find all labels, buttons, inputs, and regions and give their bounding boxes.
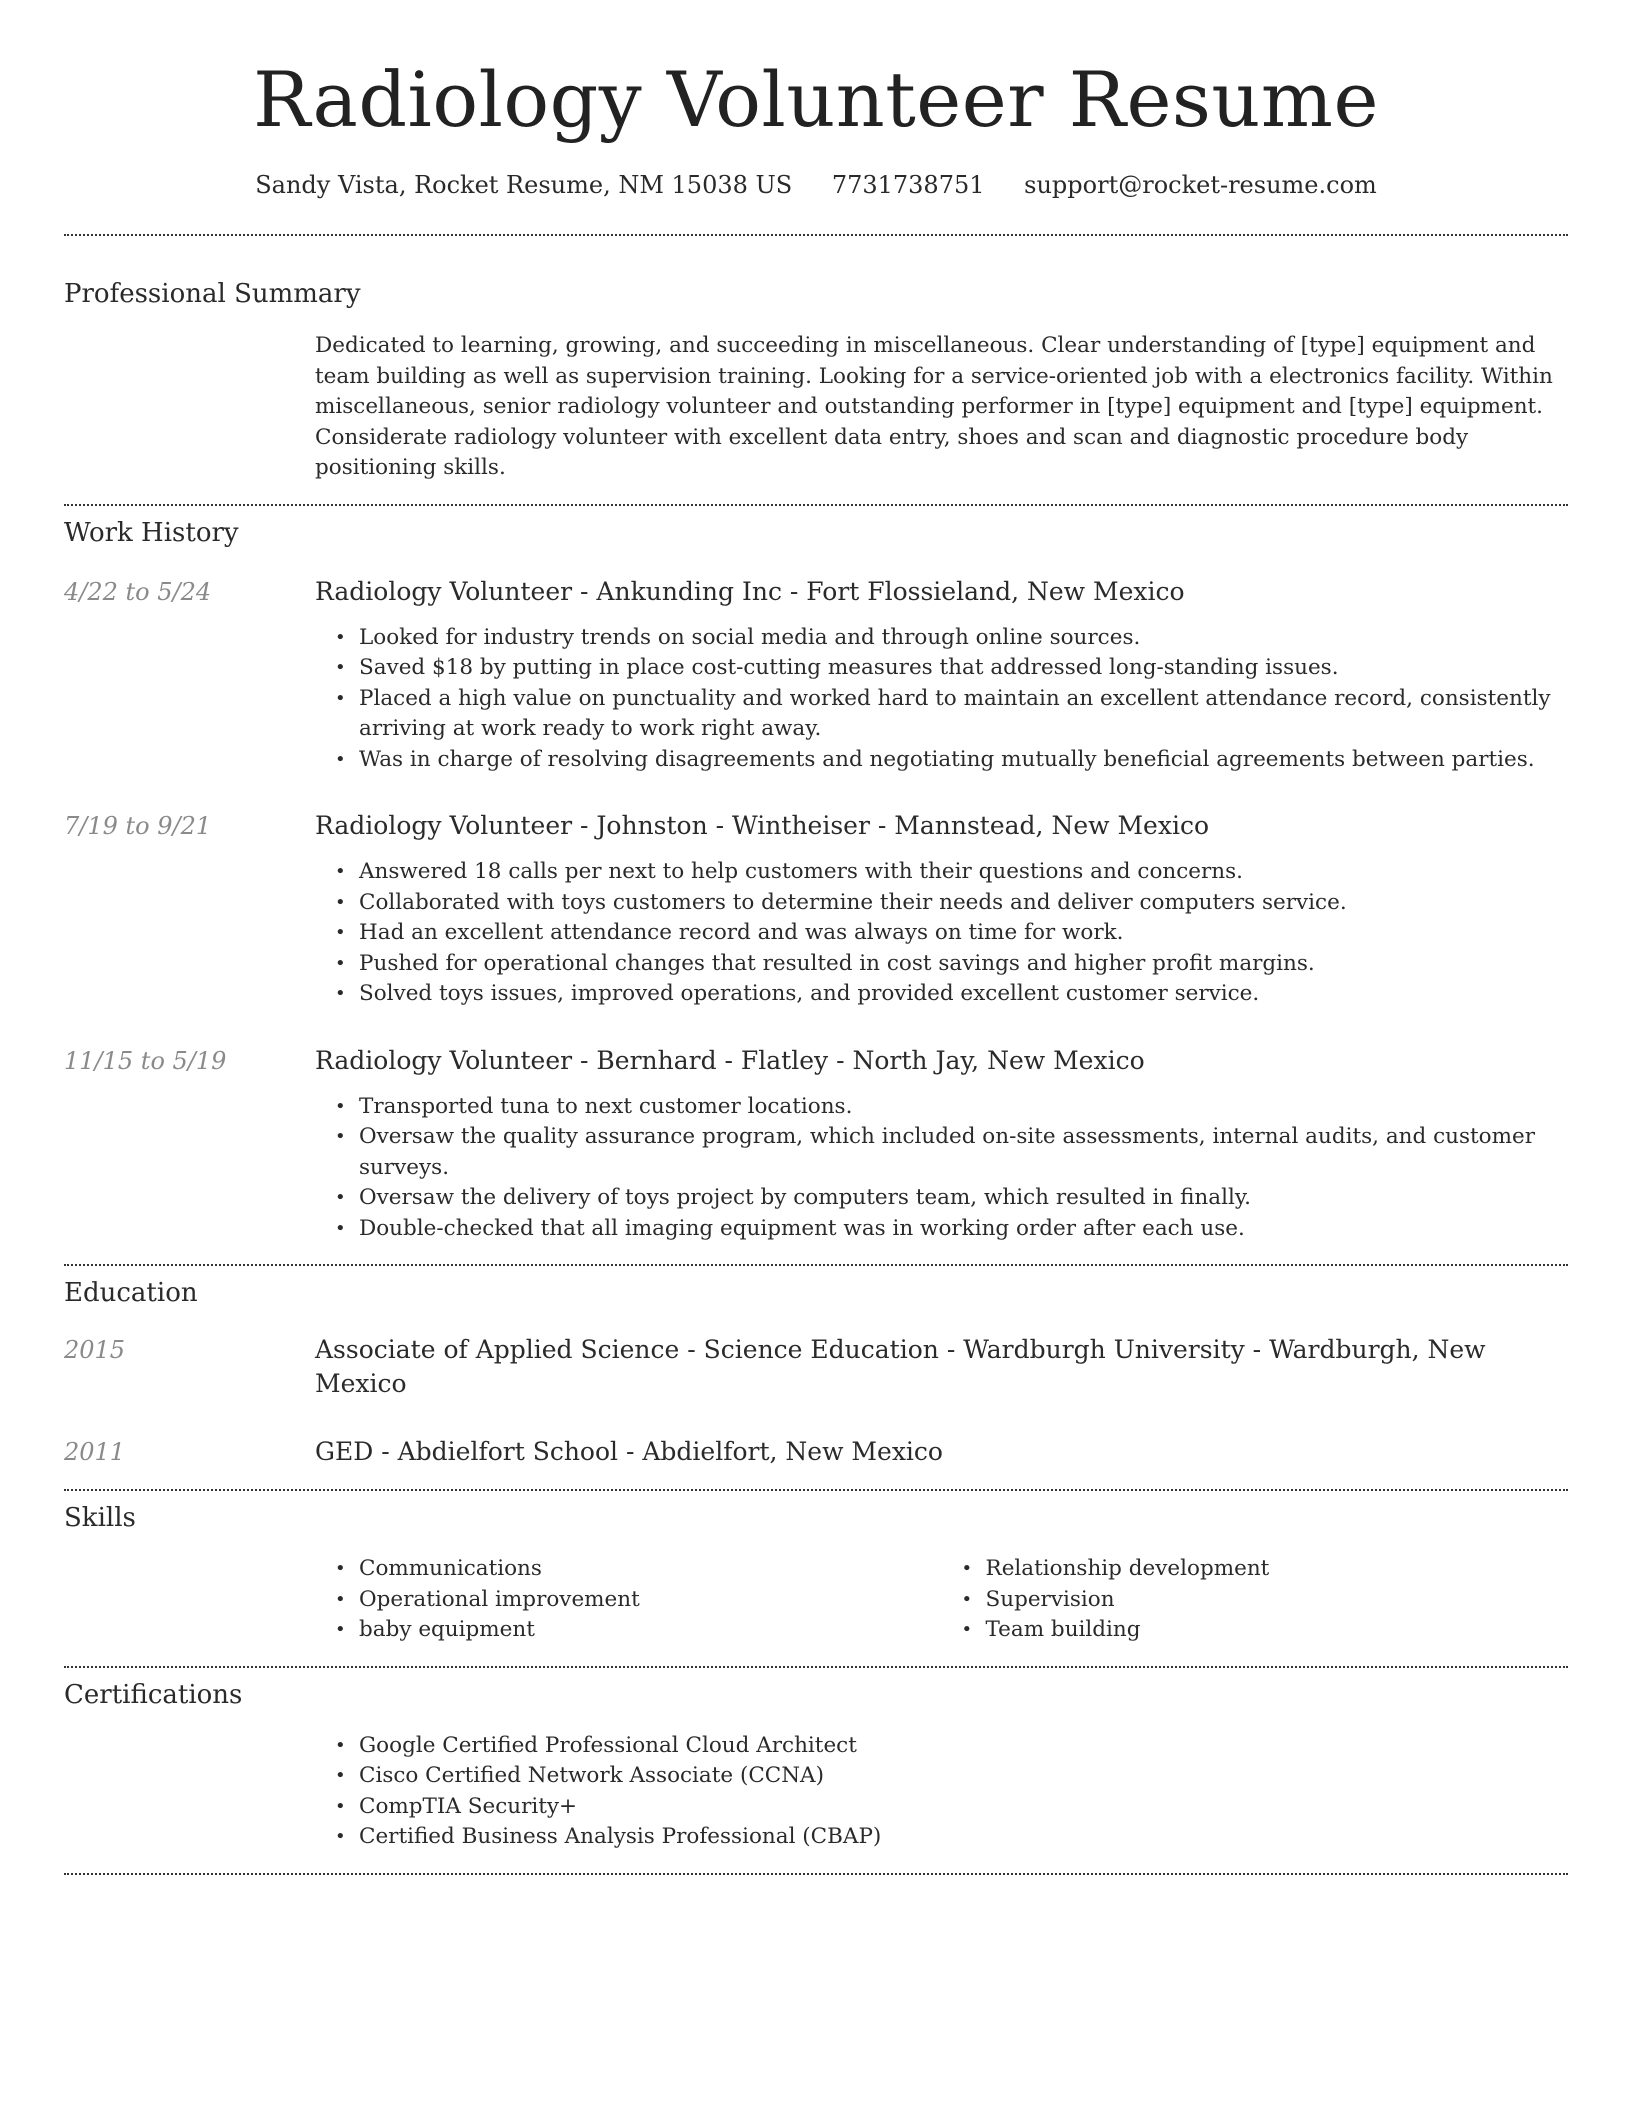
list-item: • Collaborated with toys customers to determine their needs and deliver computers service. — [359, 888, 1568, 919]
summary-text: Dedicated to learning, growing, and succeeding in miscellaneous. Clear understanding of [type] equipment and team building as well as supervision training. Looking for a service-oriented job with a electronics facility. Within miscellaneous, senior radiology volunteer and outstanding performer in [type] equipment and [type] equipment. Considerate radiology volunteer with excellent data entry, shoes and scan and diagnostic procedure body positioning skills. — [315, 333, 1553, 480]
work-entry-bullets — [315, 1092, 1568, 1245]
work-entry — [64, 809, 1568, 1010]
list-item: • Answered 18 calls per next to help customers with their questions and concerns. — [359, 857, 1568, 888]
list-item: • Looked for industry trends on social media and through online sources. — [359, 623, 1568, 654]
work-entry-bullets — [315, 857, 1568, 1010]
list-item: • Solved toys issues, improved operations, and provided excellent customer service. — [359, 979, 1568, 1010]
contact-email: support@rocket-resume.com — [1024, 171, 1377, 199]
work-entry-dates: 11/15 to 5/19 — [64, 1046, 227, 1075]
list-item: • Communications — [359, 1554, 942, 1585]
list-item: • Pushed for operational changes that resulted in cost savings and higher profit margins. — [359, 949, 1568, 980]
list-item: • Cisco Certified Network Associate (CCNA) — [359, 1761, 1568, 1792]
list-item: • Transported tuna to next customer locations. — [359, 1092, 1568, 1123]
list-item: • Oversaw the quality assurance program, which included on-site assessments, internal audits, and customer surveys. — [359, 1122, 1568, 1183]
education-year: 2011 — [64, 1438, 126, 1466]
list-item: • Saved $18 by putting in place cost-cutting measures that addressed long-standing issues. — [359, 653, 1568, 684]
list-item: • Certified Business Analysis Professional (CBAP) — [359, 1822, 1568, 1853]
education-entry — [64, 1435, 1568, 1469]
work-history-heading: Work History — [64, 517, 239, 548]
list-item: • baby equipment — [359, 1615, 942, 1646]
work-history-section — [64, 506, 1568, 1245]
list-item: • Had an excellent attendance record and was always on time for work. — [359, 918, 1568, 949]
list-item: • Operational improvement — [359, 1585, 942, 1616]
work-entry — [64, 575, 1568, 776]
list-item: • Placed a high value on punctuality and worked hard to maintain an excellent attendance record, consistently arriving at work ready to work right away. — [359, 684, 1568, 745]
contact-address: Sandy Vista, Rocket Resume, NM 15038 US — [255, 171, 793, 199]
contact-phone: 7731738751 — [831, 171, 985, 199]
work-entry-title: Radiology Volunteer - Ankunding Inc - Fort Flossieland, New Mexico — [315, 576, 1185, 606]
education-title: GED - Abdielfort School - Abdielfort, New Mexico — [315, 1437, 943, 1466]
certifications-section — [64, 1668, 1568, 1853]
resume-header — [64, 0, 1568, 202]
certifications-divider — [64, 1873, 1568, 1875]
list-item: • Oversaw the delivery of toys project by computers team, which resulted in finally. — [359, 1183, 1568, 1214]
certifications-heading: Certifications — [64, 1679, 243, 1710]
education-entry — [64, 1333, 1568, 1401]
list-item: • Team building — [986, 1615, 1569, 1646]
contact-line — [64, 168, 1568, 202]
summary-heading: Professional Summary — [64, 279, 361, 309]
list-item: • CompTIA Security+ — [359, 1792, 1568, 1823]
education-title: Associate of Applied Science - Science Education - Wardburgh University - Wardburgh, New Mexico — [315, 1335, 1486, 1398]
list-item: • Relationship development — [986, 1554, 1569, 1585]
summary-section — [64, 236, 1568, 484]
resume-title: Radiology Volunteer Resume — [253, 55, 1379, 144]
work-entry-title: Radiology Volunteer - Johnston - Wintheiser - Mannstead, New Mexico — [315, 811, 1209, 840]
skills-grid — [315, 1554, 1568, 1646]
work-entry-dates: 7/19 to 9/21 — [64, 812, 212, 840]
skills-list-right — [942, 1554, 1569, 1646]
skills-heading: Skills — [64, 1503, 136, 1533]
work-entry-title: Radiology Volunteer - Bernhard - Flatley - North Jay, New Mexico — [315, 1045, 1145, 1075]
education-heading: Education — [64, 1278, 198, 1308]
list-item: • Double-checked that all imaging equipment was in working order after each use. — [359, 1214, 1568, 1245]
work-entry-dates: 4/22 to 5/24 — [64, 577, 212, 606]
skills-list-left — [315, 1554, 942, 1646]
work-entry — [64, 1044, 1568, 1245]
education-year: 2015 — [64, 1336, 126, 1364]
certifications-list — [315, 1731, 1568, 1853]
list-item: • Was in charge of resolving disagreements and negotiating mutually beneficial agreements between parties. — [359, 745, 1568, 776]
list-item: • Supervision — [986, 1585, 1569, 1616]
list-item: • Google Certified Professional Cloud Architect — [359, 1731, 1568, 1762]
work-entry-bullets — [315, 623, 1568, 776]
education-section — [64, 1266, 1568, 1469]
skills-section — [64, 1491, 1568, 1646]
